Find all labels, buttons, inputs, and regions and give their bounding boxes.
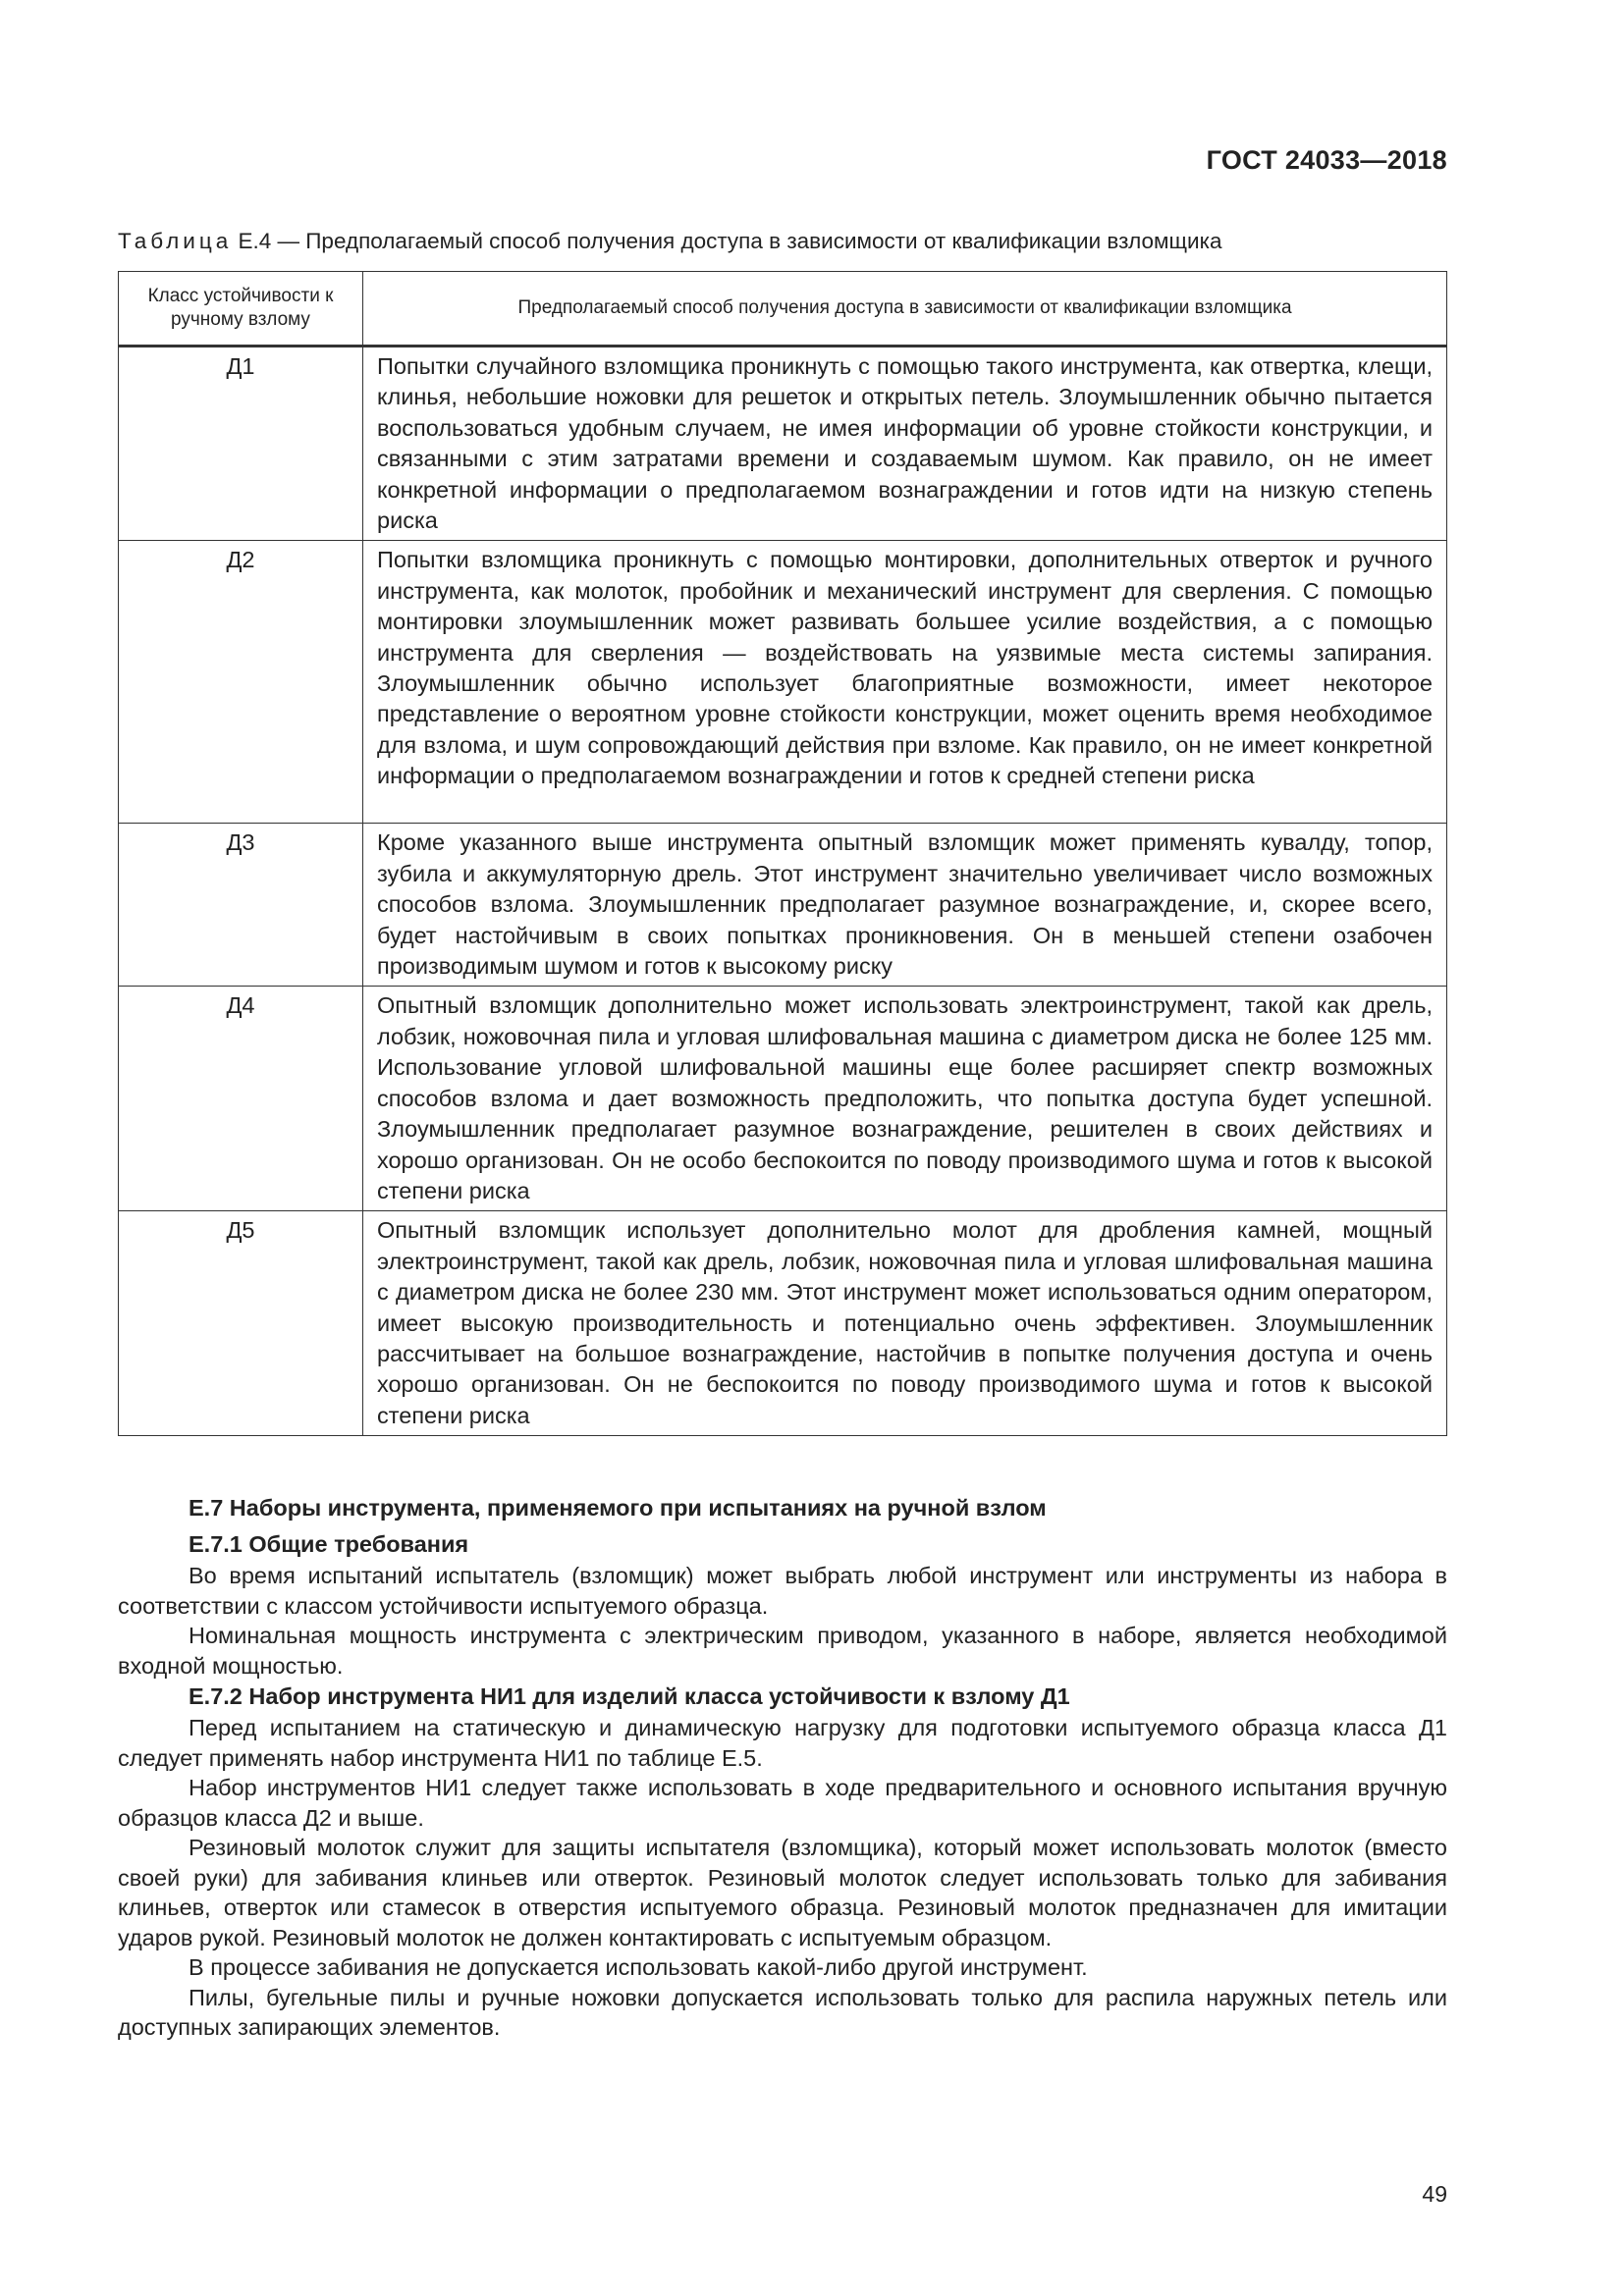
- resistance-class-table: [118, 271, 1447, 1436]
- description-cell: Попытки взломщика проникнуть с помощью монтировки, дополнительных отверток и ручного инструмента, как молоток, пробойник и механический инструмент для сверления. С помощью монтировки злоумышленник может развивать большее усилие воздействия, а с помощью инструмента для сверления — воздействовать на уязвимые места системы запирания. Злоумышленник обычно использует благоприятные возможности, имеет некоторое представление о вероятном уровне стойкости конструкции, может оценить время необходимое для взлома, и шум сопровождающий действия при взломе. Как правило, он не имеет конкретной информации о предполагаемом вознаграждении и готов к средней степени риска: [363, 541, 1447, 824]
- table-caption: [118, 229, 1453, 254]
- table-row: [119, 541, 1447, 824]
- class-cell: Д4: [119, 987, 363, 1211]
- class-cell: Д1: [119, 347, 363, 541]
- paragraph: Пилы, бугельные пилы и ручные ножовки допускается использовать только для распила наружных петель или доступных запирающих элементов.: [118, 1984, 1447, 2040]
- description-cell: Попытки случайного взломщика проникнуть с помощью такого инструмента, как отвертка, клещи, клинья, небольшие ножовки для решеток и открытых петель. Злоумышленник обычно пытается воспользоваться удобным случаем, не имея информации об уровне стойкости конструкции, и связанными с этим затратами времени и создаваемым шумом. Как правило, он не имеет конкретной информации о предполагаемом вознаграждении и готов идти на низкую степень риска: [363, 347, 1447, 541]
- description-cell: Опытный взломщик использует дополнительно молот для дробления камней, мощный электроинструмент, такой как дрель, лобзик, ножовочная пила и угловая шлифовальная машина с диаметром диска не более 230 мм. Этот инструмент может использоваться одним оператором, имеет высокую производительность и потенциально очень эффективен. Злоумышленник рассчитывает на большое вознаграждение, настойчив в попытке получения доступа и очень хорошо организован. Он не беспокоится по поводу производимого шума и готов к высокой степени риска: [363, 1211, 1447, 1436]
- class-cell: Д5: [119, 1211, 363, 1436]
- paragraph: Во время испытаний испытатель (взломщик) может выбрать любой инструмент или инструменты из набора в соответствии с классом устойчивости испытуемого образца.: [118, 1563, 1447, 1619]
- subsection-heading: Е.7.1 Общие требования: [189, 1531, 469, 1557]
- section-e7: [118, 1492, 1447, 2043]
- description-cell: Кроме указанного выше инструмента опытный взломщик может применять кувалду, топор, зубила и аккумуляторную дрель. Этот инструмент значительно увеличивает число возможных способов взлома. Злоумышленник предполагает разумное вознаграждение, и, скорее всего, будет настойчивым в своих попытках проникновения. Он в меньшей степени озабочен производимым шумом и готов к высокому риску: [363, 824, 1447, 987]
- subsection-heading: Е.7.2 Набор инструмента НИ1 для изделий класса устойчивости к взлому Д1: [189, 1683, 1070, 1709]
- table-caption-label: Таблица: [118, 229, 233, 253]
- standard-code: ГОСТ 24033—2018: [1206, 145, 1447, 175]
- section-heading: Е.7 Наборы инструмента, применяемого при испытаниях на ручной взлом: [189, 1495, 1047, 1521]
- page-number: 49: [1422, 2181, 1447, 2207]
- header-class: Класс устойчивости к ручному взлому: [119, 272, 363, 347]
- paragraph: Перед испытанием на статическую и динамическую нагрузку для подготовки испытуемого образца класса Д1 следует применять набор инструмента НИ1 по таблице Е.5.: [118, 1715, 1447, 1771]
- table-row: [119, 824, 1447, 987]
- table-row: [119, 347, 1447, 541]
- header-method: Предполагаемый способ получения доступа в зависимости от квалификации взломщика: [363, 272, 1447, 347]
- table-caption-text: Е.4 — Предполагаемый способ получения доступа в зависимости от квалификации взломщика: [232, 229, 1222, 253]
- paragraph: Номинальная мощность инструмента с электрическим приводом, указанного в наборе, является необходимой входной мощностью.: [118, 1623, 1447, 1679]
- table-row: [119, 987, 1447, 1211]
- class-cell: Д3: [119, 824, 363, 987]
- table-row: [119, 1211, 1447, 1436]
- paragraph: Резиновый молоток служит для защиты испытателя (взломщика), который может использовать молоток (вместо своей руки) для забивания клиньев или отверток. Резиновый молоток следует использовать только для забивания клиньев, отверток или стамесок в отверстия испытуемого образца. Резиновый молоток предназначен для имитации ударов рукой. Резиновый молоток не должен контактировать с испытуемым образцом.: [118, 1835, 1447, 1950]
- table-header-row: [119, 272, 1447, 347]
- paragraph: В процессе забивания не допускается использовать какой-либо другой инструмент.: [189, 1954, 1088, 1980]
- paragraph: Набор инструментов НИ1 следует также использовать в ходе предварительного и основного испытания вручную образцов класса Д2 и выше.: [118, 1775, 1447, 1831]
- class-cell: Д2: [119, 541, 363, 824]
- description-cell: Опытный взломщик дополнительно может использовать электроинструмент, такой как дрель, лобзик, ножовочная пила и угловая шлифовальная машина с диаметром диска не более 125 мм. Использование угловой шлифовальной машины еще более расширяет спектр возможных способов взлома и дает возможность предположить, что попытка доступа будет успешной. Злоумышленник предполагает разумное вознаграждение, решителен в своих действиях и хорошо организован. Он не особо беспокоится по поводу производимого шума и готов к высокой степени риска: [363, 987, 1447, 1211]
